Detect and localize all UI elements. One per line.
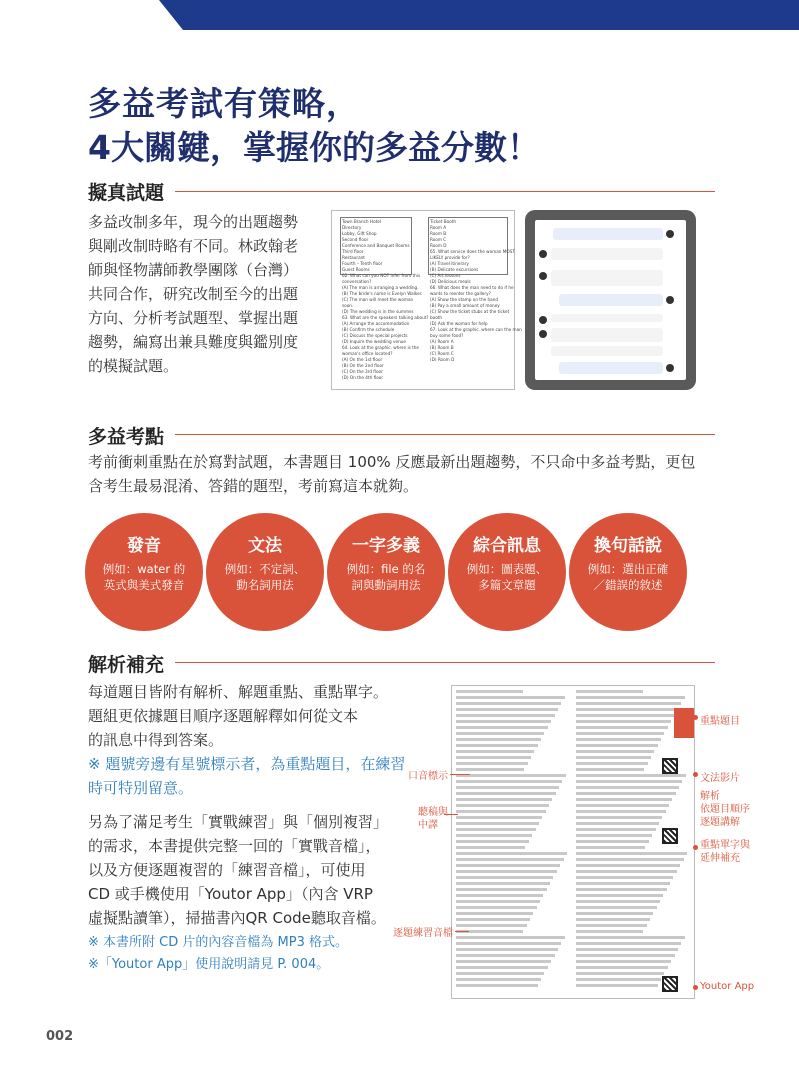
- text-placeholder-line: [576, 798, 672, 801]
- text-line: 趨勢，編寫出兼具難度與鑑別度: [88, 333, 299, 351]
- text-placeholder-line: [456, 846, 525, 849]
- text-placeholder-line: [456, 894, 543, 897]
- text-placeholder-line: [456, 774, 566, 777]
- mock-text-line: Room A: [430, 225, 447, 230]
- text-line: 虛擬點讀筆），掃描書內QR Code聽取音檔。: [88, 909, 386, 927]
- text-line: 時可特別留意。: [88, 779, 194, 797]
- key-point-circle: [327, 513, 445, 631]
- text-placeholder-line: [456, 918, 530, 921]
- mock-text-line: Guest Rooms: [342, 267, 370, 272]
- mock-text-line: (B) Confirm the schedule: [342, 327, 395, 332]
- text-placeholder-line: [576, 924, 647, 927]
- mock-text-line: (D) Delicious meals: [430, 279, 471, 284]
- text-placeholder-line: [576, 714, 675, 717]
- analysis-description: [88, 680, 428, 752]
- text-line: 師與怪物講師教學團隊（台灣）: [88, 261, 299, 279]
- text-placeholder-line: [456, 780, 562, 783]
- text-placeholder-line: [456, 702, 561, 705]
- text-placeholder-line: [576, 690, 643, 693]
- mock-text-line: (C) Room C: [430, 351, 454, 356]
- mock-text-line: conversation?: [342, 279, 372, 284]
- chat-bubble: [551, 248, 663, 260]
- text-placeholder-line: [456, 960, 551, 963]
- text-placeholder-line: [576, 912, 653, 915]
- text-placeholder-line: [576, 894, 663, 897]
- text-line: 的模擬試題。: [88, 357, 179, 375]
- text-placeholder-line: [576, 870, 677, 873]
- mock-text-line: 64. Look at the graphic. where is the: [342, 345, 419, 350]
- text-placeholder-line: [456, 900, 540, 903]
- section-divider: [175, 434, 715, 435]
- callout-app: Youtor App: [700, 981, 755, 992]
- text-placeholder-line: [456, 786, 559, 789]
- mock-text-line: (B) The bride's name is Evelyn Walker.: [342, 291, 423, 296]
- section-title-mock: 擬真試題: [88, 182, 165, 204]
- mock-text-line: (A) Show the stamp on the hand: [430, 297, 499, 302]
- mock-text-line: Room B: [430, 231, 447, 236]
- text-placeholder-line: [576, 930, 643, 933]
- key-point-desc: 例如：選出正確 ／錯誤的敘述: [587, 562, 669, 592]
- text-placeholder-line: [456, 948, 558, 951]
- text-placeholder-line: [456, 810, 546, 813]
- key-point-circle: [206, 513, 324, 631]
- text-placeholder-line: [456, 720, 551, 723]
- text-placeholder-line: [576, 942, 681, 945]
- text-placeholder-line: [456, 708, 558, 711]
- mock-text-line: (A) Arrange the accommodation: [342, 321, 410, 326]
- text-placeholder-line: [576, 882, 670, 885]
- key-point-title: 綜合訊息: [473, 536, 541, 556]
- book-left-page: [456, 690, 568, 994]
- text-placeholder-line: [576, 864, 680, 867]
- text-line: 共同合作，研究改制至今的出題: [88, 285, 299, 303]
- text-placeholder-line: [456, 882, 550, 885]
- text-placeholder-line: [576, 936, 685, 939]
- question-column-right: [430, 219, 522, 363]
- avatar: [666, 364, 674, 372]
- qr-code-icon: [662, 758, 678, 774]
- text-placeholder-line: [456, 912, 533, 915]
- text-line: ※ 本書所附 CD 片的內容音檔為 MP3 格式。: [88, 935, 348, 950]
- key-point-title: 發音: [127, 536, 161, 556]
- text-placeholder-line: [456, 768, 524, 771]
- callout-accent: 口音標示: [408, 771, 448, 782]
- text-placeholder-line: [576, 774, 686, 777]
- text-placeholder-line: [456, 732, 544, 735]
- mock-text-line: (C) Art lessons: [430, 273, 461, 278]
- mock-text-line: LIKELY provide for?: [430, 255, 470, 260]
- mock-text-line: (D) The wedding is in the summer.: [342, 309, 415, 314]
- callout-key-question: 重點題目: [700, 716, 740, 727]
- mock-text-line: (B) Room B: [430, 345, 454, 350]
- text-placeholder-line: [456, 828, 536, 831]
- key-point-title: 換句話說: [594, 536, 662, 556]
- callout-explain: 解析 依題目順序 逐題講解: [700, 791, 750, 828]
- mock-text-line: (A) Room A: [430, 339, 454, 344]
- text-placeholder-line: [576, 900, 660, 903]
- text-placeholder-line: [576, 810, 666, 813]
- text-placeholder-line: [576, 750, 654, 753]
- text-line: 方向、分析考試題型、掌握出題: [88, 309, 299, 327]
- callout-vocab: 重點單字與 延伸補充: [700, 840, 750, 864]
- text-placeholder-line: [456, 966, 548, 969]
- text-placeholder-line: [456, 888, 547, 891]
- section-title-points: 多益考點: [88, 426, 165, 448]
- chat-bubble: [551, 328, 663, 342]
- mock-text-line: (A) The man is arranging a wedding.: [342, 285, 419, 290]
- text-placeholder-line: [576, 726, 668, 729]
- text-placeholder-line: [576, 834, 652, 837]
- chat-bubble: [553, 228, 663, 240]
- key-point-circle: [569, 513, 687, 631]
- mock-text-line: (B) Delicate excursions: [430, 267, 479, 272]
- callout-hint: 聽稿與 中譯: [418, 807, 448, 831]
- text-placeholder-line: [576, 948, 678, 951]
- text-placeholder-line: [576, 906, 657, 909]
- hero-line-2: 4大關鍵，掌握你的多益分數！: [88, 128, 540, 167]
- points-description: [88, 450, 728, 498]
- avatar: [539, 330, 547, 338]
- text-placeholder-line: [456, 762, 528, 765]
- mock-text-line: 66. What does the man need to do if he: [430, 285, 514, 290]
- mock-text-line: Lobby, Gift Shop: [342, 231, 377, 236]
- mock-text-line: Room D: [430, 243, 447, 248]
- text-placeholder-line: [576, 972, 664, 975]
- text-placeholder-line: [576, 804, 669, 807]
- callout-dot: [693, 772, 698, 777]
- text-line: 考前衝刺重點在於寫對試題，本書題目 100% 反應最新出題趨勢，不只命中多益考點，更包: [88, 453, 696, 471]
- text-placeholder-line: [576, 954, 675, 957]
- text-placeholder-line: [456, 978, 541, 981]
- mock-text-line: (D) Inquire the wedding venue: [342, 339, 406, 344]
- text-placeholder-line: [456, 690, 523, 693]
- text-line: 以及方便逐題複習的「練習音檔」，可使用: [88, 861, 366, 879]
- text-placeholder-line: [456, 936, 565, 939]
- text-placeholder-line: [576, 822, 659, 825]
- text-placeholder-line: [456, 876, 553, 879]
- text-placeholder-line: [456, 924, 527, 927]
- mock-text-line: 67. Look at the graphic. where can the man: [430, 327, 522, 332]
- text-placeholder-line: [576, 840, 649, 843]
- avatar: [666, 230, 674, 238]
- mock-text-line: buy some food?: [430, 333, 464, 338]
- mock-text-line: woman's office located?: [342, 351, 393, 356]
- text-line: 的需求，本書提供完整一回的「實戰音檔」，: [88, 837, 381, 855]
- text-placeholder-line: [456, 906, 537, 909]
- mock-text-line: Directory: [342, 225, 362, 230]
- text-placeholder-line: [576, 846, 645, 849]
- text-line: ※ 題號旁邊有星號標示者，為重點題目，在練習: [88, 755, 406, 773]
- mock-text-line: (A) On the 1st floor: [342, 357, 383, 362]
- mock-text-line: (B) Pay a small amount of money: [430, 303, 500, 308]
- question-column-left: [342, 219, 429, 381]
- text-line: 每道題目皆附有解析、解題重點、重點單字。: [88, 683, 389, 701]
- mock-text-line: (B) On the 2nd floor: [342, 363, 384, 368]
- text-placeholder-line: [576, 720, 671, 723]
- mock-text-line: Fourth – Tenth floor: [342, 261, 383, 266]
- chat-bubble: [551, 270, 663, 286]
- chat-bubble: [559, 362, 663, 374]
- text-placeholder-line: [456, 954, 555, 957]
- text-line: 的訊息中得到答案。: [88, 731, 224, 749]
- text-line: 含考生最易混淆、答錯的題型，考前寫這本就夠。: [88, 477, 419, 495]
- text-placeholder-line: [456, 822, 539, 825]
- text-placeholder-line: [456, 984, 538, 987]
- text-line: CD 或手機使用「Youtor App」（內含 VRP: [88, 885, 373, 903]
- mock-text-line: Room C: [430, 237, 447, 242]
- text-placeholder-line: [576, 960, 671, 963]
- mock-text-line: Town Branch Hotel: [342, 219, 382, 224]
- text-placeholder-line: [576, 732, 664, 735]
- mock-test-page-image: [331, 210, 522, 390]
- callout-dot: [693, 845, 698, 850]
- callout-line: [455, 931, 469, 932]
- text-placeholder-line: [576, 828, 656, 831]
- text-placeholder-line: [576, 978, 661, 981]
- mock-text-line: Restaurant: [342, 255, 365, 260]
- text-placeholder-line: [456, 972, 544, 975]
- mock-text-line: Second floor: [342, 237, 369, 242]
- text-placeholder-line: [456, 870, 557, 873]
- text-placeholder-line: [576, 984, 658, 987]
- text-line: 與剛改制時略有不同。林政翰老: [88, 237, 299, 255]
- text-placeholder-line: [456, 816, 542, 819]
- text-placeholder-line: [456, 738, 541, 741]
- text-placeholder-line: [456, 750, 534, 753]
- mock-text-line: (A) Travel itinerary: [430, 261, 469, 266]
- key-point-circle: [448, 513, 566, 631]
- question-tab: [674, 708, 694, 738]
- mock-text-line: Third floor: [342, 249, 364, 254]
- avatar: [539, 316, 547, 324]
- mock-text-line: (D) Ask the woman for help: [430, 321, 488, 326]
- mock-text-line: (C) On the 3rd floor: [342, 369, 383, 374]
- text-placeholder-line: [576, 738, 661, 741]
- text-placeholder-line: [456, 840, 529, 843]
- text-placeholder-line: [456, 696, 565, 699]
- chat-screen: [535, 220, 686, 380]
- section-divider: [175, 662, 715, 663]
- text-placeholder-line: [456, 834, 532, 837]
- mock-text-line: booth: [430, 315, 443, 320]
- text-placeholder-line: [456, 864, 560, 867]
- key-point-circle: [85, 513, 203, 631]
- mock-text-line: (C) The man will meet the woman: [342, 297, 414, 302]
- star-note: [88, 752, 428, 800]
- key-point-title: 文法: [248, 536, 282, 556]
- mock-description: [88, 210, 326, 378]
- mock-text-line: wants to reenter the gallery?: [430, 291, 491, 296]
- text-placeholder-line: [576, 816, 662, 819]
- section-title-analysis: 解析補充: [88, 654, 165, 676]
- callout-dot: [693, 985, 698, 990]
- text-placeholder-line: [576, 792, 676, 795]
- key-point-desc: 例如：water 的 英式與美式發音: [102, 562, 186, 592]
- text-placeholder-line: [456, 726, 548, 729]
- text-placeholder-line: [456, 798, 552, 801]
- chat-bubble: [551, 314, 663, 322]
- mock-text-line: Ticket Booth: [430, 219, 457, 224]
- text-placeholder-line: [456, 744, 538, 747]
- qr-code-icon: [662, 976, 678, 992]
- page-number: 002: [46, 1029, 74, 1044]
- text-placeholder-line: [456, 852, 567, 855]
- text-placeholder-line: [576, 762, 648, 765]
- key-point-desc: 例如：圖表題、 多篇文章題: [466, 562, 548, 592]
- mock-text-line: 62. What can you NOT infer from this: [342, 273, 421, 278]
- callout-line: [444, 814, 458, 815]
- text-placeholder-line: [576, 768, 644, 771]
- text-placeholder-line: [576, 708, 678, 711]
- callout-dot: [693, 715, 698, 720]
- text-placeholder-line: [576, 696, 685, 699]
- text-placeholder-line: [456, 858, 564, 861]
- key-point-desc: 例如：file 的名 詞與動詞用法: [346, 562, 426, 592]
- text-line: 多益改制多年，現今的出題趨勢: [88, 213, 299, 231]
- avatar: [666, 296, 674, 304]
- text-placeholder-line: [456, 804, 549, 807]
- text-placeholder-line: [456, 942, 561, 945]
- format-notes: [88, 932, 428, 976]
- key-point-desc: 例如：不定詞、 動名詞用法: [224, 562, 306, 592]
- text-placeholder-line: [576, 702, 681, 705]
- qr-code-icon: [662, 828, 678, 844]
- mock-text-line: (C) Discuss the special projects: [342, 333, 408, 338]
- mock-text-line: (C) Show the ticket stubs at the ticket: [430, 309, 510, 314]
- answer-book-page-image: [451, 685, 695, 999]
- text-placeholder-line: [576, 966, 668, 969]
- text-placeholder-line: [456, 756, 531, 759]
- section-divider: [175, 191, 715, 192]
- chat-bubble: [551, 346, 663, 356]
- callout-line: [450, 774, 470, 775]
- hero-heading: [88, 82, 540, 170]
- text-placeholder-line: [456, 714, 555, 717]
- text-placeholder-line: [576, 744, 658, 747]
- key-point-title: 一字多義: [352, 536, 420, 556]
- audio-description: [88, 810, 438, 930]
- text-line: ※「Youtor App」使用說明請見 P. 004。: [88, 957, 330, 972]
- mock-text-line: Conference and Banquet Rooms: [342, 243, 410, 248]
- text-placeholder-line: [576, 888, 667, 891]
- mock-text-line: 65. What service does the woman MOST: [430, 249, 515, 254]
- callout-video: 文法影片: [700, 773, 740, 784]
- text-placeholder-line: [576, 918, 650, 921]
- mock-text-line: (D) Room D: [430, 357, 455, 362]
- text-line: 題組更依據題目順序逐題解釋如何從文本: [88, 707, 359, 725]
- text-placeholder-line: [576, 756, 651, 759]
- hero-line-1: 多益考試有策略，: [88, 84, 360, 123]
- text-placeholder-line: [576, 876, 673, 879]
- chat-bubble: [559, 294, 663, 306]
- text-line: 另為了滿足考生「實戰練習」與「個別複習」: [88, 813, 389, 831]
- text-placeholder-line: [456, 792, 556, 795]
- avatar: [539, 272, 547, 280]
- text-placeholder-line: [576, 858, 684, 861]
- callout-practice-audio: 逐題練習音檔: [393, 928, 453, 939]
- text-placeholder-line: [576, 786, 679, 789]
- avatar: [539, 250, 547, 258]
- mock-text-line: soon.: [342, 303, 354, 308]
- header-band: [159, 0, 799, 30]
- text-placeholder-line: [576, 780, 682, 783]
- text-placeholder-line: [576, 852, 687, 855]
- mock-text-line: 63. What are the speakers talking about?: [342, 315, 429, 320]
- mock-text-line: (D) On the 4th floor: [342, 375, 384, 380]
- tablet-image: [525, 210, 696, 390]
